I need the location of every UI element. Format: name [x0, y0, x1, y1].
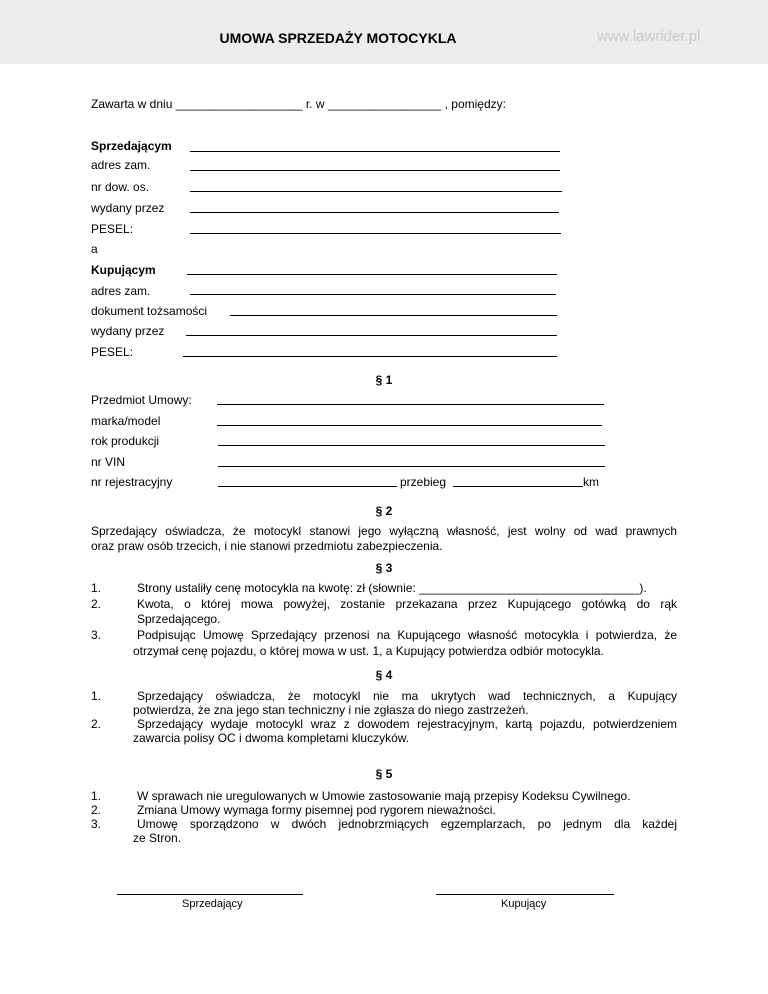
buyer-issued-line [186, 335, 557, 336]
vin-line [218, 466, 605, 467]
s3-item-2-number: 2. [91, 597, 102, 611]
buyer-id-line [230, 315, 557, 316]
buyer-address-line [190, 294, 556, 295]
make-model-label: marka/model [91, 414, 161, 428]
seller-address-label: adres zam. [91, 158, 151, 172]
buyer-id-label: dokument tożsamości [91, 304, 208, 318]
conjunction: a [91, 242, 98, 256]
buyer-pesel-line [183, 356, 557, 357]
buyer-name-line [187, 274, 557, 275]
s5-item-3-number: 3. [91, 817, 102, 831]
s5-item-3-line-1: Umowę sporządzono w dwóch jednobrzmiących egzemplarzach, po jednym dla każdej [137, 817, 677, 831]
s3-item-3-line-2: otrzymał cenę pojazdu, o której mowa w ust. 1, a Kupujący potwierdza odbiór motocykla. [133, 644, 604, 658]
vin-label: nr VIN [91, 455, 126, 469]
seller-issued-line [190, 212, 559, 213]
production-year-label: rok produkcji [91, 434, 160, 448]
seller-issued-label: wydany przez [91, 201, 165, 215]
mileage-label: przebieg [400, 475, 447, 489]
seller-heading: Sprzedającym [91, 139, 172, 153]
section-5-heading: § 5 [375, 767, 393, 781]
km-unit: km [583, 475, 599, 489]
buyer-address-label: adres zam. [91, 284, 151, 298]
section-2-line-2: oraz praw osób trzecich, i nie stanowi przedmiotu zabezpieczenia. [91, 539, 443, 553]
mileage-line [453, 486, 583, 487]
registration-line [218, 486, 397, 487]
seller-name-line [190, 151, 560, 152]
s5-item-2-number: 2. [91, 803, 102, 817]
s4-item-2-number: 2. [91, 717, 102, 731]
s4-item-1-number: 1. [91, 689, 102, 703]
subject-label: Przedmiot Umowy: [91, 393, 192, 407]
buyer-pesel-label: PESEL: [91, 345, 134, 359]
make-model-line [217, 425, 602, 426]
site-watermark: www.lawrider.pl [597, 28, 701, 45]
s3-item-1-text: Strony ustaliły cenę motocykla na kwotę: zł (słownie: _________________________________). [137, 581, 647, 595]
buyer-issued-label: wydany przez [91, 324, 165, 338]
buyer-heading: Kupującym [91, 263, 156, 277]
seller-id-line [190, 191, 562, 192]
seller-signature-label: Sprzedający [182, 898, 243, 910]
s5-item-1-number: 1. [91, 789, 102, 803]
header-bar [0, 0, 768, 64]
s4-item-2-line-2: zawarcia polisy OC i dwoma kompletami kluczyków. [133, 731, 410, 745]
subject-line [217, 404, 604, 405]
production-year-line [218, 445, 605, 446]
section-3-heading: § 3 [375, 561, 393, 575]
section-2-heading: § 2 [375, 504, 393, 518]
intro-line: Zawarta w dniu ___________________ r. w _________________ , pomiędzy: [91, 97, 506, 111]
buyer-signature-line [436, 894, 614, 895]
seller-id-label: nr dow. os. [91, 180, 150, 194]
s5-item-1-text: W sprawach nie uregulowanych w Umowie zastosowanie mają przepisy Kodeksu Cywilnego. [137, 789, 631, 803]
section-2-line-1: Sprzedający oświadcza, że motocykl stanowi jego wyłączną własność, jest wolny od wad prawnych [91, 524, 677, 538]
s3-item-1-number: 1. [91, 581, 102, 595]
document-title: UMOWA SPRZEDAŻY MOTOCYKLA [219, 30, 457, 46]
s4-item-2-line-1: Sprzedający wydaje motocykl wraz z dowodem rejestracyjnym, kartą pojazdu, potwierdzeniem [137, 717, 677, 731]
seller-address-line [190, 170, 560, 171]
buyer-signature-label: Kupujący [501, 898, 547, 910]
s3-item-3-line-1: Podpisując Umowę Sprzedający przenosi na Kupującego własność motocykla i potwierdza, że [137, 628, 677, 642]
s5-item-2-text: Zmiana Umowy wymaga formy pisemnej pod rygorem nieważności. [137, 803, 496, 817]
seller-signature-line [117, 894, 303, 895]
s5-item-3-line-2: ze Stron. [133, 831, 182, 845]
s3-item-2-line-2: Sprzedającego. [137, 612, 221, 626]
s4-item-1-line-2: potwierdza, że zna jego stan techniczny i nie zgłasza do niego zastrzeżeń. [133, 703, 529, 717]
s3-item-2-line-1: Kwota, o której mowa powyżej, zostanie przekazana przez Kupującego gotówką do rąk [137, 597, 677, 611]
section-4-heading: § 4 [375, 668, 393, 682]
seller-pesel-line [190, 233, 561, 234]
s4-item-1-line-1: Sprzedający oświadcza, że motocykl nie ma ukrytych wad technicznych, a Kupujący [137, 689, 677, 703]
registration-label: nr rejestracyjny [91, 475, 173, 489]
s3-item-3-number: 3. [91, 628, 102, 642]
section-1-heading: § 1 [375, 373, 393, 387]
seller-pesel-label: PESEL: [91, 222, 134, 236]
